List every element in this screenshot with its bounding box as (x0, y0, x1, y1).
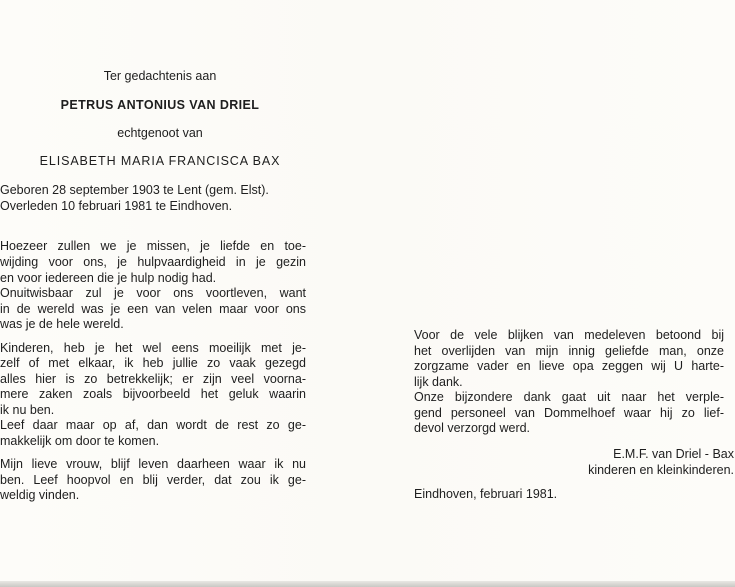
spouse-name: ELISABETH MARIA FRANCISCA BAX (39, 154, 281, 168)
thanks-line: lijk dank. (414, 375, 463, 389)
left-panel (0, 0, 320, 587)
right-panel (414, 0, 734, 587)
thanks-line: devol verzorgd werd. (414, 421, 531, 435)
relation-text: echtgenoot van (117, 126, 203, 140)
thanks-line: zorgzame vader en lieve opa zeggen wij U harte- (414, 359, 724, 373)
text-line: Leef daar maar op af, dan wordt de rest zo ge- (0, 418, 306, 432)
signature-name: E.M.F. van Driel - Bax (613, 447, 734, 461)
birth-line: Geboren 28 september 1903 te Lent (gem. Elst). (0, 183, 269, 197)
thanks-line: het overlijden van mijn innig geliefde man, onze (414, 344, 724, 358)
thanks-line: Onze bijzondere dank gaat uit naar het verple- (414, 390, 724, 404)
text-line: Mijn lieve vrouw, blijf leven daarheen waar ik nu (0, 457, 306, 471)
text-line: en voor iedereen die je hulp nodig had. (0, 271, 217, 285)
deceased-name: PETRUS ANTONIUS VAN DRIEL (60, 98, 260, 112)
thanks-line: gend personeel van Dommelhoef waar hij zo lief- (414, 406, 724, 420)
thanks-line: Voor de vele blijken van medeleven betoond bij (414, 328, 724, 342)
death-line: Overleden 10 februari 1981 te Eindhoven. (0, 199, 233, 213)
text-line: ben. Leef hoopvol en blij verder, dat zou ik ge- (0, 473, 306, 487)
text-line: Onuitwisbaar zul je voor ons voortleven, want (0, 286, 306, 300)
signature-family: kinderen en kleinkinderen. (588, 463, 734, 477)
text-line: weldig vinden. (0, 488, 80, 502)
text-line: was je de hele wereld. (0, 317, 124, 331)
text-line: makkelijk om door te komen. (0, 434, 160, 448)
text-line: Hoezeer zullen we je missen, je liefde en toe- (0, 239, 306, 253)
card-bottom-edge (0, 581, 735, 587)
text-line: ik nu ben. (0, 403, 55, 417)
intro-text: Ter gedachtenis aan (103, 69, 217, 83)
text-line: zelf of met elkaar, ik heb jullie zo vaak gezegd (0, 356, 306, 370)
text-line: Kinderen, heb je het wel eens moeilijk met je- (0, 341, 306, 355)
text-line: alles hier is zo betrekkelijk; er zijn veel voorna- (0, 372, 306, 386)
place-date: Eindhoven, februari 1981. (414, 487, 558, 501)
text-line: wijding voor ons, je hulpvaardigheid in je gezin (0, 255, 306, 269)
text-line: in de wereld was je een van velen maar voor ons (0, 302, 306, 316)
text-line: mere zaken zoals bijvoorbeeld het geluk waarin (0, 387, 306, 401)
